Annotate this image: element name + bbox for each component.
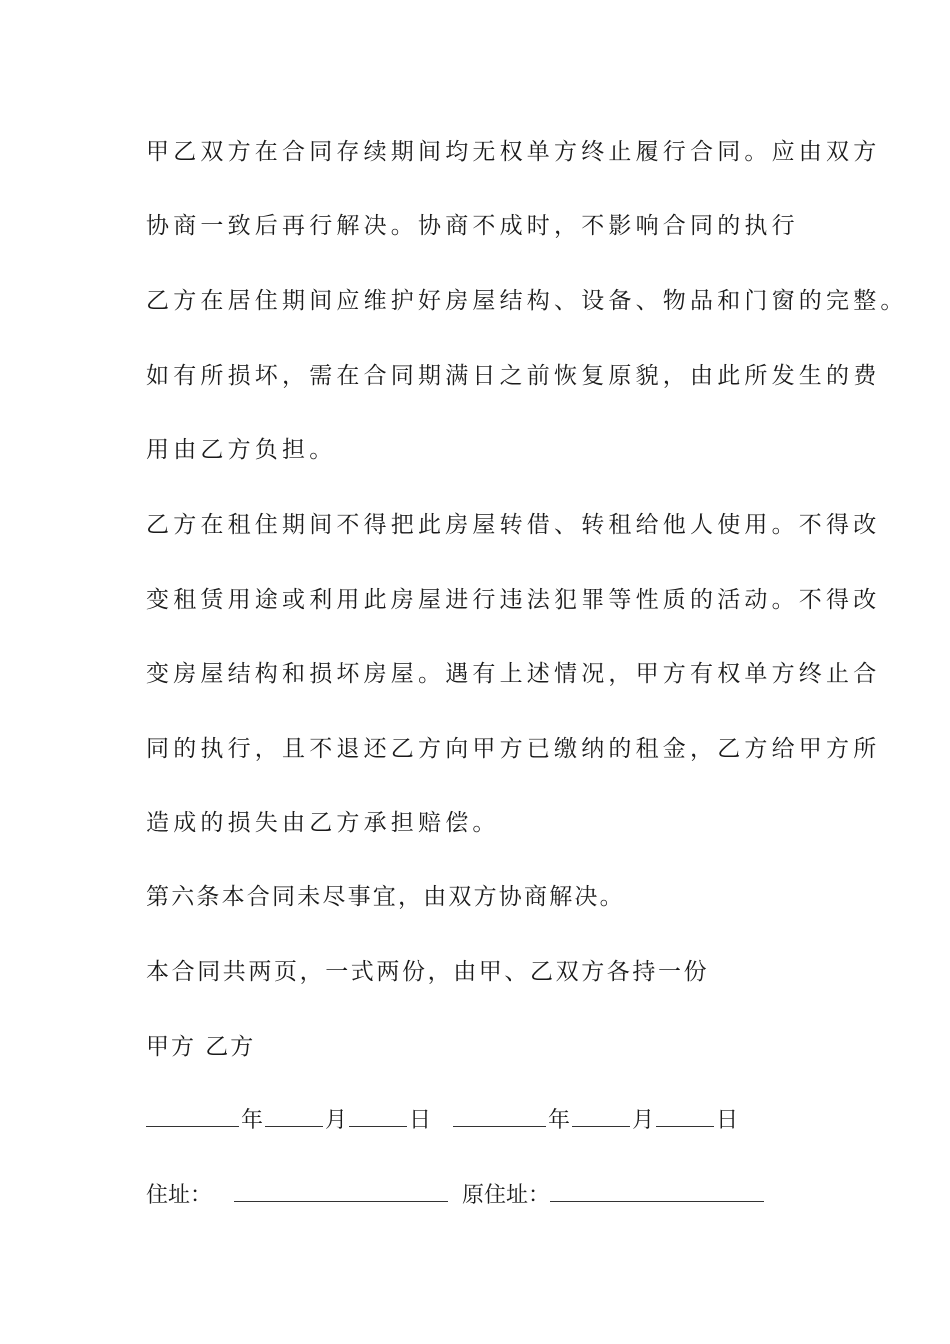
day-label: 日 — [409, 1108, 432, 1133]
contract-text-line: 造成的损失由乙方承担赔偿。 — [146, 810, 500, 836]
contract-text-line: 如有所损坏，需在合同期满日之前恢复原貌，由此所发生的费 — [146, 363, 881, 389]
contract-text-line: 用由乙方负担。 — [146, 437, 337, 463]
parties-label-line: 甲方 乙方 — [146, 1034, 256, 1060]
party-b-day-blank[interactable] — [656, 1106, 714, 1127]
contract-text-line: 变租赁用途或利用此房屋进行违法犯罪等性质的活动。不得改 — [146, 587, 881, 613]
original-address-blank[interactable] — [550, 1181, 764, 1202]
contract-text-line: 协商一致后再行解决。协商不成时，不影响合同的执行 — [146, 213, 799, 239]
original-address-label: 原住址： — [462, 1183, 551, 1208]
party-a-day-blank[interactable] — [349, 1106, 407, 1127]
contract-text-line: 变房屋结构和损坏房屋。遇有上述情况，甲方有权单方终止合 — [146, 661, 881, 687]
address-blank[interactable] — [234, 1181, 448, 1202]
day-label: 日 — [716, 1108, 739, 1133]
month-label: 月 — [325, 1108, 348, 1133]
year-label: 年 — [241, 1108, 264, 1133]
date-row — [146, 1106, 740, 1136]
contract-text-line: 乙方在租住期间不得把此房屋转借、转租给他人使用。不得改 — [146, 512, 881, 538]
month-label: 月 — [632, 1108, 655, 1133]
party-b-month-blank[interactable] — [572, 1106, 630, 1127]
party-a-month-blank[interactable] — [265, 1106, 323, 1127]
address-row — [146, 1181, 764, 1211]
article-six-line: 第六条本合同未尽事宜，由双方协商解决。 — [146, 884, 625, 910]
party-b-year-blank[interactable] — [453, 1106, 546, 1127]
contract-text-line: 甲乙双方在合同存续期间均无权单方终止履行合同。应由双方 — [146, 139, 881, 165]
contract-text-line: 乙方在居住期间应维护好房屋结构、设备、物品和门窗的完整。 — [146, 288, 908, 314]
copies-statement-line: 本合同共两页，一式两份，由甲、乙双方各持一份 — [146, 959, 710, 985]
party-a-year-blank[interactable] — [146, 1106, 239, 1127]
year-label: 年 — [548, 1108, 571, 1133]
address-label: 住址： — [146, 1183, 213, 1208]
contract-text-line: 同的执行，且不退还乙方向甲方已缴纳的租金，乙方给甲方所 — [146, 736, 881, 762]
